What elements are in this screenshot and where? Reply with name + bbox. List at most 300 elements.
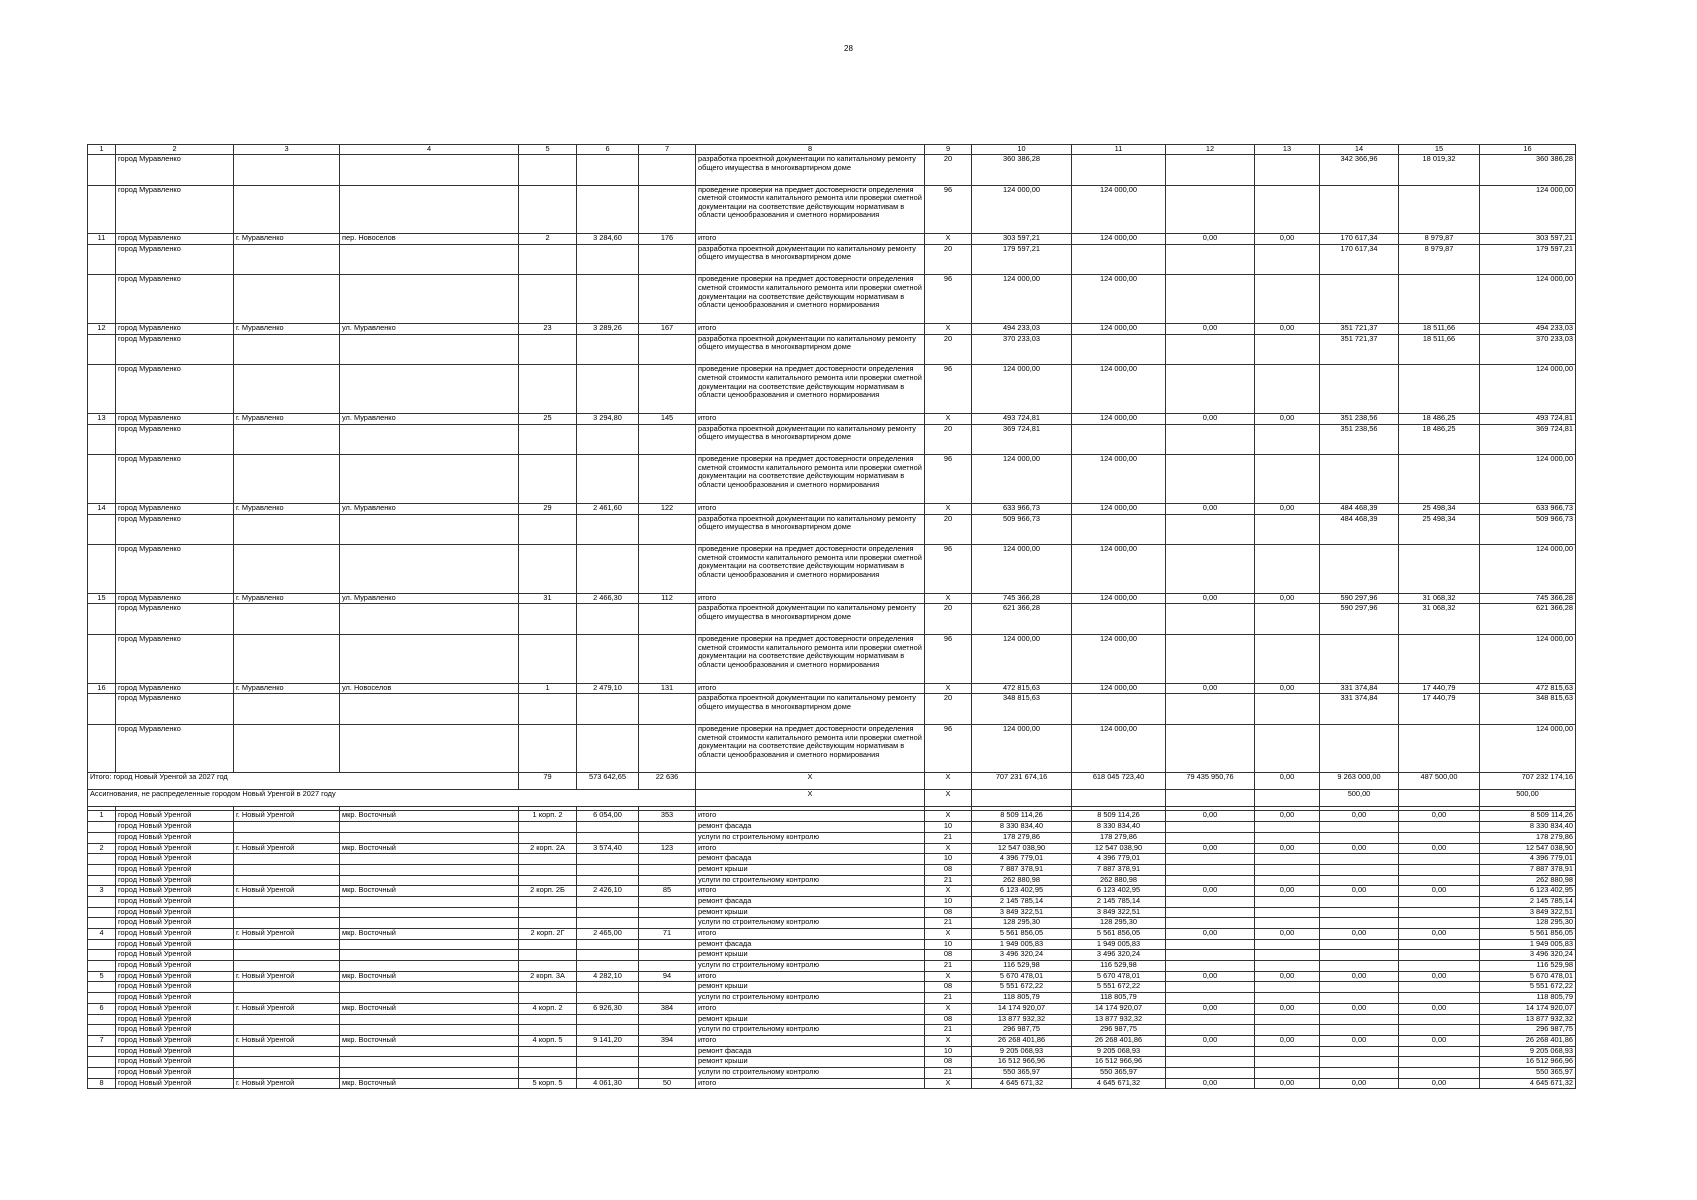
local-budget-cell [1255, 514, 1320, 545]
work-code-cell: 96 [925, 545, 972, 594]
sum-cell: 124 000,00 [1480, 545, 1576, 594]
sum-cell: 8 330 834,40 [1480, 822, 1576, 833]
sum-cell: 6 123 402,95 [1480, 886, 1576, 897]
municipality-cell: город Новый Уренгой [116, 1025, 234, 1036]
area-cell [577, 907, 639, 918]
budget-cell [1166, 832, 1255, 843]
row-number [88, 896, 116, 907]
area-cell [577, 1025, 639, 1036]
work-type-cell: разработка проектной документации по капитальному ремонту общего имущества в многоквартирном доме [696, 424, 925, 455]
cost-total-cell: 8 330 834,40 [972, 822, 1072, 833]
work-code-cell: X [925, 234, 972, 245]
work-type-cell: ремонт крыши [696, 1057, 925, 1068]
sum-cell: 14 174 920,07 [1480, 1003, 1576, 1014]
local-budget-cell [1255, 635, 1320, 684]
street-cell [340, 275, 519, 324]
local-budget-cell [1255, 854, 1320, 865]
header-row [88, 145, 1576, 155]
house-total-row [88, 1078, 1576, 1089]
alloc-c15 [1399, 790, 1480, 807]
work-code-cell: X [925, 811, 972, 822]
sum-cell: 494 233,03 [1480, 323, 1576, 334]
row-number: 7 [88, 1035, 116, 1046]
street-cell [340, 854, 519, 865]
residents-cell: 94 [639, 971, 696, 982]
work-type-cell: разработка проектной документации по капитальному ремонту общего имущества в многоквартирном доме [696, 514, 925, 545]
row-number [88, 950, 116, 961]
row-number [88, 244, 116, 275]
municipality-cell: город Новый Уренгой [116, 961, 234, 972]
owners-cell [1320, 545, 1399, 594]
house-cell: 4 корп. 5 [519, 1035, 577, 1046]
fund-cell: 124 000,00 [1072, 724, 1166, 773]
residents-cell [639, 993, 696, 1004]
municipality-cell: город Новый Уренгой [116, 864, 234, 875]
owners-cell [1320, 1057, 1399, 1068]
cost-total-cell: 303 597,21 [972, 234, 1072, 245]
area-cell: 2 461,60 [577, 503, 639, 514]
area-cell [577, 982, 639, 993]
house-total-row [88, 1003, 1576, 1014]
residents-cell [639, 1067, 696, 1078]
house-cell: 2 корп. 3А [519, 971, 577, 982]
budget-cell [1166, 907, 1255, 918]
sum-cell: 360 386,28 [1480, 155, 1576, 186]
local-budget-cell: 0,00 [1255, 593, 1320, 604]
municipality-cell: город Новый Уренгой [116, 854, 234, 865]
area-cell: 2 465,00 [577, 929, 639, 940]
work-row [88, 455, 1576, 504]
row-number [88, 455, 116, 504]
budget-cell: 0,00 [1166, 886, 1255, 897]
city-cell [234, 854, 340, 865]
work-code-cell: 20 [925, 424, 972, 455]
budget-cell [1166, 1046, 1255, 1057]
fund-cell: 124 000,00 [1072, 323, 1166, 334]
cost-total-cell: 472 815,63 [972, 683, 1072, 694]
column-header-10: 10 [972, 145, 1072, 155]
row-number: 2 [88, 843, 116, 854]
local-budget-cell [1255, 545, 1320, 594]
owners-cell: 0,00 [1320, 1035, 1399, 1046]
row-number: 11 [88, 234, 116, 245]
row-number: 1 [88, 811, 116, 822]
work-type-cell: ремонт крыши [696, 950, 925, 961]
other-cell: 0,00 [1399, 929, 1480, 940]
other-cell: 18 486,25 [1399, 424, 1480, 455]
municipality-cell: город Муравленко [116, 323, 234, 334]
city-cell [234, 694, 340, 725]
budget-cell [1166, 334, 1255, 365]
municipality-cell: город Новый Уренгой [116, 950, 234, 961]
work-type-cell: услуги по строительному контролю [696, 1067, 925, 1078]
sum-cell: 124 000,00 [1480, 455, 1576, 504]
local-budget-cell [1255, 864, 1320, 875]
row-number [88, 832, 116, 843]
cost-total-cell: 633 966,73 [972, 503, 1072, 514]
work-type-cell: услуги по строительному контролю [696, 1025, 925, 1036]
fund-cell: 116 529,98 [1072, 961, 1166, 972]
work-row [88, 635, 1576, 684]
residents-cell [639, 365, 696, 414]
other-cell [1399, 185, 1480, 234]
owners-cell [1320, 1014, 1399, 1025]
area-cell [577, 545, 639, 594]
area-cell: 2 479,10 [577, 683, 639, 694]
cost-total-cell: 493 724,81 [972, 413, 1072, 424]
area-cell [577, 918, 639, 929]
summary-houses: 79 [519, 773, 577, 790]
work-code-cell: X [925, 929, 972, 940]
work-code-cell: X [925, 1078, 972, 1089]
row-number: 5 [88, 971, 116, 982]
area-cell: 4 282,10 [577, 971, 639, 982]
row-number: 6 [88, 1003, 116, 1014]
area-cell [577, 1067, 639, 1078]
house-cell [519, 334, 577, 365]
cost-total-cell: 14 174 920,07 [972, 1003, 1072, 1014]
row-number [88, 185, 116, 234]
cost-total-cell: 3 849 322,51 [972, 907, 1072, 918]
owners-cell [1320, 275, 1399, 324]
other-cell: 18 486,25 [1399, 413, 1480, 424]
column-header-2: 2 [116, 145, 234, 155]
sum-cell: 369 724,81 [1480, 424, 1576, 455]
summary-total-row [88, 773, 1576, 790]
work-code-cell: 96 [925, 635, 972, 684]
owners-cell: 342 366,96 [1320, 155, 1399, 186]
other-cell: 31 068,32 [1399, 604, 1480, 635]
cost-total-cell: 128 295,30 [972, 918, 1072, 929]
house-work-row [88, 896, 1576, 907]
owners-cell [1320, 875, 1399, 886]
sum-cell: 370 233,03 [1480, 334, 1576, 365]
local-budget-cell: 0,00 [1255, 503, 1320, 514]
local-budget-cell: 0,00 [1255, 413, 1320, 424]
other-cell: 0,00 [1399, 1003, 1480, 1014]
fund-cell: 3 496 320,24 [1072, 950, 1166, 961]
other-cell [1399, 1067, 1480, 1078]
row-number [88, 993, 116, 1004]
municipality-cell: город Муравленко [116, 365, 234, 414]
municipality-cell: город Новый Уренгой [116, 993, 234, 1004]
city-cell [234, 822, 340, 833]
municipality-cell: город Муравленко [116, 455, 234, 504]
house-total-row [88, 929, 1576, 940]
local-budget-cell: 0,00 [1255, 1003, 1320, 1014]
work-type-cell: проведение проверки на предмет достоверности определения сметной стоимости капитального ремонта или проверки сметной документации на соответствие действующим нормативам в области ценообразования и сметного нормирования [696, 185, 925, 234]
local-budget-cell [1255, 896, 1320, 907]
work-type-cell: итого [696, 886, 925, 897]
fund-cell: 124 000,00 [1072, 365, 1166, 414]
sum-cell: 124 000,00 [1480, 185, 1576, 234]
residents-cell [639, 155, 696, 186]
owners-cell [1320, 907, 1399, 918]
fund-cell: 5 561 856,05 [1072, 929, 1166, 940]
area-cell [577, 939, 639, 950]
local-budget-cell [1255, 155, 1320, 186]
other-cell [1399, 982, 1480, 993]
owners-cell [1320, 832, 1399, 843]
budget-cell [1166, 939, 1255, 950]
work-code-cell: 21 [925, 961, 972, 972]
cost-total-cell: 16 512 966,96 [972, 1057, 1072, 1068]
cost-total-cell: 7 887 378,91 [972, 864, 1072, 875]
street-cell [340, 832, 519, 843]
municipality-cell: город Новый Уренгой [116, 843, 234, 854]
work-type-cell: проведение проверки на предмет достоверности определения сметной стоимости капитального ремонта или проверки сметной документации на соответствие действующим нормативам в области ценообразования и сметного нормирования [696, 365, 925, 414]
other-cell: 17 440,79 [1399, 694, 1480, 725]
owners-cell: 0,00 [1320, 843, 1399, 854]
city-cell [234, 724, 340, 773]
residents-cell: 122 [639, 503, 696, 514]
budget-cell [1166, 950, 1255, 961]
fund-cell: 9 205 068,93 [1072, 1046, 1166, 1057]
city-cell: г. Муравленко [234, 413, 340, 424]
work-type-cell: ремонт фасада [696, 896, 925, 907]
fund-cell: 124 000,00 [1072, 635, 1166, 684]
city-cell: г. Новый Уренгой [234, 1035, 340, 1046]
cost-total-cell: 179 597,21 [972, 244, 1072, 275]
house-cell [519, 939, 577, 950]
owners-cell [1320, 854, 1399, 865]
work-type-cell: ремонт крыши [696, 907, 925, 918]
cost-total-cell: 124 000,00 [972, 724, 1072, 773]
municipality-cell: город Муравленко [116, 503, 234, 514]
city-cell: г. Новый Уренгой [234, 886, 340, 897]
house-cell [519, 244, 577, 275]
work-type-cell: ремонт крыши [696, 1014, 925, 1025]
house-work-row [88, 918, 1576, 929]
sum-cell: 633 966,73 [1480, 503, 1576, 514]
work-type-cell: итого [696, 971, 925, 982]
sum-cell: 124 000,00 [1480, 365, 1576, 414]
row-number: 15 [88, 593, 116, 604]
fund-cell: 16 512 966,96 [1072, 1057, 1166, 1068]
street-cell [340, 545, 519, 594]
city-cell [234, 1057, 340, 1068]
row-number [88, 1067, 116, 1078]
municipality-cell: город Новый Уренгой [116, 929, 234, 940]
row-number [88, 694, 116, 725]
fund-cell: 26 268 401,86 [1072, 1035, 1166, 1046]
residents-cell [639, 545, 696, 594]
house-cell [519, 635, 577, 684]
row-number [88, 822, 116, 833]
house-cell [519, 1014, 577, 1025]
work-type-cell: итого [696, 503, 925, 514]
cost-total-cell: 509 966,73 [972, 514, 1072, 545]
municipality-cell: город Муравленко [116, 155, 234, 186]
city-cell [234, 424, 340, 455]
city-cell [234, 275, 340, 324]
city-cell: г. Новый Уренгой [234, 843, 340, 854]
local-budget-cell [1255, 982, 1320, 993]
budget-cell [1166, 244, 1255, 275]
city-cell: г. Муравленко [234, 234, 340, 245]
local-budget-cell [1255, 724, 1320, 773]
total-row [88, 413, 1576, 424]
house-cell: 2 [519, 234, 577, 245]
budget-cell: 0,00 [1166, 503, 1255, 514]
house-cell [519, 918, 577, 929]
owners-cell [1320, 993, 1399, 1004]
owners-cell: 484 468,39 [1320, 503, 1399, 514]
owners-cell [1320, 896, 1399, 907]
cost-total-cell: 8 509 114,26 [972, 811, 1072, 822]
street-cell [340, 993, 519, 1004]
city-cell [234, 365, 340, 414]
work-type-cell: разработка проектной документации по капитальному ремонту общего имущества в многоквартирном доме [696, 155, 925, 186]
house-cell [519, 854, 577, 865]
work-type-cell: итого [696, 1003, 925, 1014]
other-cell [1399, 545, 1480, 594]
budget-cell: 0,00 [1166, 683, 1255, 694]
area-cell [577, 514, 639, 545]
cost-total-cell: 5 561 856,05 [972, 929, 1072, 940]
municipality-cell: город Новый Уренгой [116, 982, 234, 993]
work-type-cell: ремонт фасада [696, 822, 925, 833]
city-cell [234, 635, 340, 684]
city-cell [234, 907, 340, 918]
work-type-cell: услуги по строительному контролю [696, 875, 925, 886]
other-cell: 18 511,66 [1399, 323, 1480, 334]
cost-total-cell: 118 805,79 [972, 993, 1072, 1004]
budget-cell [1166, 545, 1255, 594]
municipality-cell: город Новый Уренгой [116, 1035, 234, 1046]
work-type-cell: разработка проектной документации по капитальному ремонту общего имущества в многоквартирном доме [696, 604, 925, 635]
street-cell: пер. Новоселов [340, 234, 519, 245]
budget-cell [1166, 1014, 1255, 1025]
cost-total-cell: 9 205 068,93 [972, 1046, 1072, 1057]
work-type-cell: проведение проверки на предмет достоверности определения сметной стоимости капитального ремонта или проверки сметной документации на соответствие действующим нормативам в области ценообразования и сметного нормирования [696, 455, 925, 504]
residents-cell [639, 185, 696, 234]
budget-cell [1166, 896, 1255, 907]
sum-cell: 9 205 068,93 [1480, 1046, 1576, 1057]
other-cell [1399, 896, 1480, 907]
fund-cell [1072, 155, 1166, 186]
municipality-cell: город Муравленко [116, 683, 234, 694]
budget-cell: 0,00 [1166, 811, 1255, 822]
other-cell: 17 440,79 [1399, 683, 1480, 694]
city-cell [234, 1046, 340, 1057]
municipality-cell: город Муравленко [116, 593, 234, 604]
sum-cell: 3 496 320,24 [1480, 950, 1576, 961]
row-number [88, 982, 116, 993]
cost-total-cell: 745 366,28 [972, 593, 1072, 604]
sum-cell: 179 597,21 [1480, 244, 1576, 275]
house-cell: 5 корп. 5 [519, 1078, 577, 1089]
budget-cell [1166, 275, 1255, 324]
work-code-cell: 10 [925, 822, 972, 833]
other-cell [1399, 275, 1480, 324]
owners-cell: 484 468,39 [1320, 514, 1399, 545]
house-work-row [88, 1067, 1576, 1078]
house-total-row [88, 811, 1576, 822]
house-cell [519, 982, 577, 993]
residents-cell [639, 514, 696, 545]
work-code-cell: 21 [925, 875, 972, 886]
cost-total-cell: 116 529,98 [972, 961, 1072, 972]
area-cell [577, 365, 639, 414]
work-code-cell: X [925, 503, 972, 514]
other-cell: 0,00 [1399, 1035, 1480, 1046]
work-row [88, 155, 1576, 186]
other-cell: 18 511,66 [1399, 334, 1480, 365]
row-number [88, 635, 116, 684]
area-cell: 3 294,80 [577, 413, 639, 424]
street-cell: ул. Муравленко [340, 593, 519, 604]
residents-cell: 50 [639, 1078, 696, 1089]
sum-cell: 550 365,97 [1480, 1067, 1576, 1078]
house-cell [519, 1025, 577, 1036]
house-cell [519, 424, 577, 455]
residents-cell [639, 1014, 696, 1025]
street-cell [340, 864, 519, 875]
sum-cell: 1 949 005,83 [1480, 939, 1576, 950]
row-number [88, 514, 116, 545]
sum-cell: 7 887 378,91 [1480, 864, 1576, 875]
sum-cell: 8 509 114,26 [1480, 811, 1576, 822]
work-code-cell: 08 [925, 1014, 972, 1025]
budget-cell [1166, 993, 1255, 1004]
street-cell [340, 185, 519, 234]
area-cell: 3 574,40 [577, 843, 639, 854]
work-code-cell: 20 [925, 244, 972, 275]
municipality-cell: город Муравленко [116, 724, 234, 773]
fund-cell [1072, 244, 1166, 275]
local-budget-cell [1255, 694, 1320, 725]
row-number [88, 918, 116, 929]
house-cell [519, 185, 577, 234]
owners-cell: 170 617,34 [1320, 244, 1399, 275]
area-cell [577, 896, 639, 907]
row-number [88, 424, 116, 455]
summary-x: X [925, 773, 972, 790]
alloc-x: X [696, 790, 925, 807]
municipality-cell: город Новый Уренгой [116, 907, 234, 918]
work-type-cell: итого [696, 593, 925, 604]
street-cell [340, 875, 519, 886]
sum-cell: 124 000,00 [1480, 635, 1576, 684]
work-code-cell: 20 [925, 334, 972, 365]
street-cell [340, 961, 519, 972]
other-cell: 31 068,32 [1399, 593, 1480, 604]
local-budget-cell [1255, 832, 1320, 843]
house-work-row [88, 907, 1576, 918]
fund-cell [1072, 694, 1166, 725]
summary-c13: 0,00 [1255, 773, 1320, 790]
street-cell: ул. Новоселов [340, 683, 519, 694]
work-type-cell: проведение проверки на предмет достоверности определения сметной стоимости капитального ремонта или проверки сметной документации на соответствие действующим нормативам в области ценообразования и сметного нормирования [696, 275, 925, 324]
area-cell [577, 1057, 639, 1068]
row-number [88, 875, 116, 886]
residents-cell [639, 918, 696, 929]
house-work-row [88, 939, 1576, 950]
budget-cell [1166, 822, 1255, 833]
row-number [88, 1057, 116, 1068]
other-cell [1399, 907, 1480, 918]
house-total-row [88, 1035, 1576, 1046]
fund-cell: 550 365,97 [1072, 1067, 1166, 1078]
street-cell [340, 1014, 519, 1025]
house-work-row [88, 961, 1576, 972]
house-cell [519, 545, 577, 594]
sum-cell: 296 987,75 [1480, 1025, 1576, 1036]
work-code-cell: 10 [925, 1046, 972, 1057]
row-number [88, 1046, 116, 1057]
city-cell [234, 864, 340, 875]
